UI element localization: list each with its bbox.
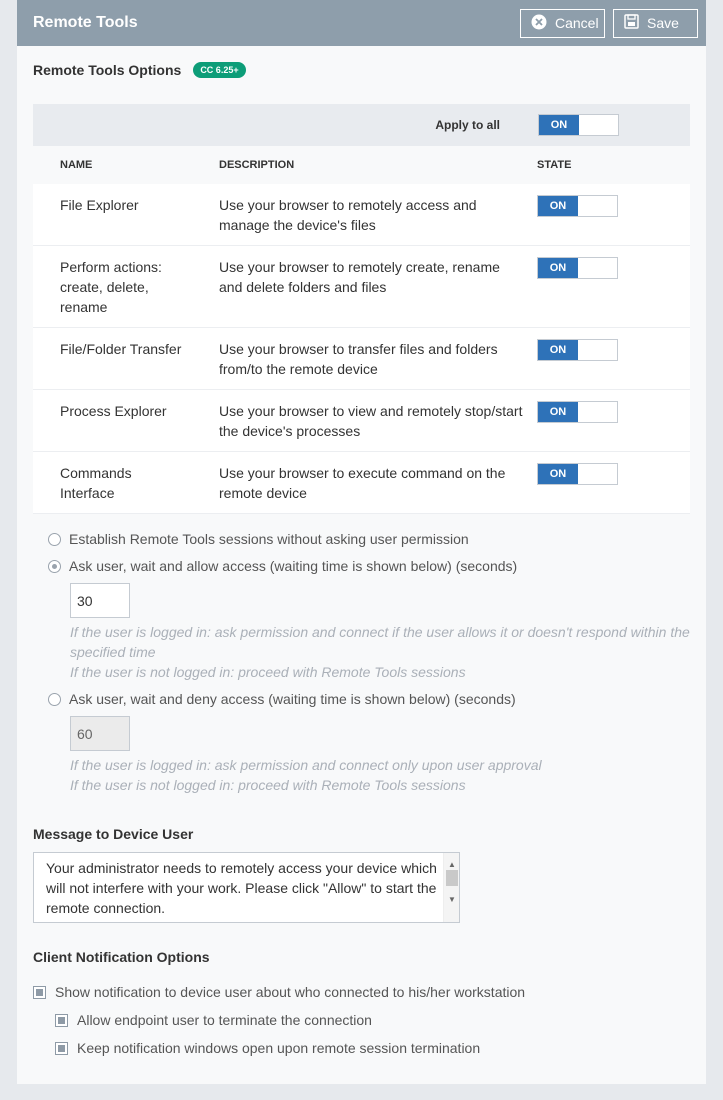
toggle-state: ON (538, 196, 578, 216)
file-transfer-toggle[interactable] (537, 339, 618, 361)
options-title: Remote Tools Options (33, 62, 182, 78)
checkbox-label: Allow endpoint user to terminate the connection (77, 1012, 372, 1028)
message-text: Your administrator needs to remotely access your device which will not interfere with your work. Please click "Allow" to start the remote connection. (46, 860, 437, 916)
row-name: File/Folder Transfer (60, 341, 182, 357)
radio-no-ask[interactable] (48, 533, 61, 546)
allow-hint-not-logged-in: If the user is not logged in: proceed with Remote Tools sessions (70, 664, 466, 680)
table-row (33, 328, 690, 390)
toggle-state: ON (538, 402, 578, 422)
toggle-state: ON (538, 340, 578, 360)
cancel-icon (531, 14, 547, 33)
deny-wait-seconds-input[interactable]: 60 (70, 716, 130, 751)
permission-options (33, 529, 690, 795)
row-description: Use your browser to execute command on the remote device (219, 465, 506, 501)
deny-hint-not-logged-in: If the user is not logged in: proceed with Remote Tools sessions (70, 777, 466, 793)
row-name: Perform actions: create, delete, rename (60, 259, 162, 315)
column-description: DESCRIPTION (219, 159, 295, 171)
radio-ask-allow[interactable] (48, 560, 61, 573)
device-user-message-textarea[interactable] (33, 852, 460, 923)
toggle-state: ON (538, 464, 578, 484)
table-row (33, 246, 690, 328)
column-name: NAME (60, 159, 93, 171)
toggle-state: ON (539, 115, 579, 135)
keep-window-open-checkbox[interactable] (55, 1042, 68, 1055)
radio-ask-deny[interactable] (48, 693, 61, 706)
permission-option-no-ask (48, 529, 690, 549)
file-explorer-toggle[interactable] (537, 195, 618, 217)
panel-content (17, 62, 706, 1058)
allow-terminate-checkbox[interactable] (55, 1014, 68, 1027)
row-description: Use your browser to remotely create, rename and delete folders and files (219, 259, 500, 295)
permission-option-deny (48, 689, 690, 709)
version-badge: CC 6.25+ (193, 62, 245, 78)
message-section-title: Message to Device User (33, 826, 194, 842)
radio-label: Establish Remote Tools sessions without asking user permission (69, 531, 469, 547)
notification-option (33, 1010, 690, 1030)
process-explorer-toggle[interactable] (537, 401, 618, 423)
notification-option (33, 982, 690, 1002)
row-name: Commands Interface (60, 465, 132, 501)
deny-hint-logged-in: If the user is logged in: ask permission and connect only upon user approval (70, 757, 542, 773)
panel-title: Remote Tools (33, 14, 138, 31)
checkbox-label: Show notification to device user about who connected to his/her workstation (55, 984, 526, 1000)
allow-wait-seconds-input[interactable]: 30 (70, 583, 130, 618)
radio-label: Ask user, wait and deny access (waiting time is shown below) (seconds) (69, 691, 516, 707)
checkbox-label: Keep notification windows open upon remote session termination (77, 1040, 481, 1056)
notification-section-title: Client Notification Options (33, 949, 210, 965)
row-description: Use your browser to view and remotely stop/start the device's processes (219, 403, 523, 439)
radio-label: Ask user, wait and allow access (waiting time is shown below) (seconds) (69, 558, 518, 574)
apply-to-all-toggle[interactable] (538, 114, 619, 136)
header-actions (520, 9, 698, 38)
perform-actions-toggle[interactable] (537, 257, 618, 279)
notification-option (33, 1038, 690, 1058)
panel-header (17, 0, 706, 46)
scroll-thumb[interactable] (446, 870, 458, 886)
table-header (33, 146, 690, 184)
textarea-scrollbar[interactable] (443, 853, 459, 922)
scroll-down-icon[interactable]: ▼ (448, 895, 456, 904)
row-name: File Explorer (60, 197, 139, 213)
table-row (33, 390, 690, 452)
allow-hint-logged-in: If the user is logged in: ask permission and connect if the user allows it or doesn't respond within the specified time (70, 624, 690, 660)
apply-to-all-label: Apply to all (435, 118, 500, 132)
column-state: STATE (537, 159, 572, 171)
remote-tools-panel (17, 0, 706, 1084)
scroll-up-icon[interactable]: ▲ (448, 860, 456, 869)
table-row (33, 452, 690, 514)
row-description: Use your browser to transfer files and folders from/to the remote device (219, 341, 498, 377)
save-icon (624, 14, 639, 32)
commands-interface-toggle[interactable] (537, 463, 618, 485)
permission-option-allow (48, 556, 690, 576)
save-button[interactable] (613, 9, 698, 38)
row-description: Use your browser to remotely access and manage the device's files (219, 197, 477, 233)
save-label: Save (647, 15, 679, 31)
apply-to-all-bar (33, 104, 690, 146)
cancel-label: Cancel (555, 15, 599, 31)
show-notification-checkbox[interactable] (33, 986, 46, 999)
options-heading (33, 62, 690, 78)
cancel-button[interactable] (520, 9, 605, 38)
row-name: Process Explorer (60, 403, 167, 419)
toggle-state: ON (538, 258, 578, 278)
table-row (33, 184, 690, 246)
